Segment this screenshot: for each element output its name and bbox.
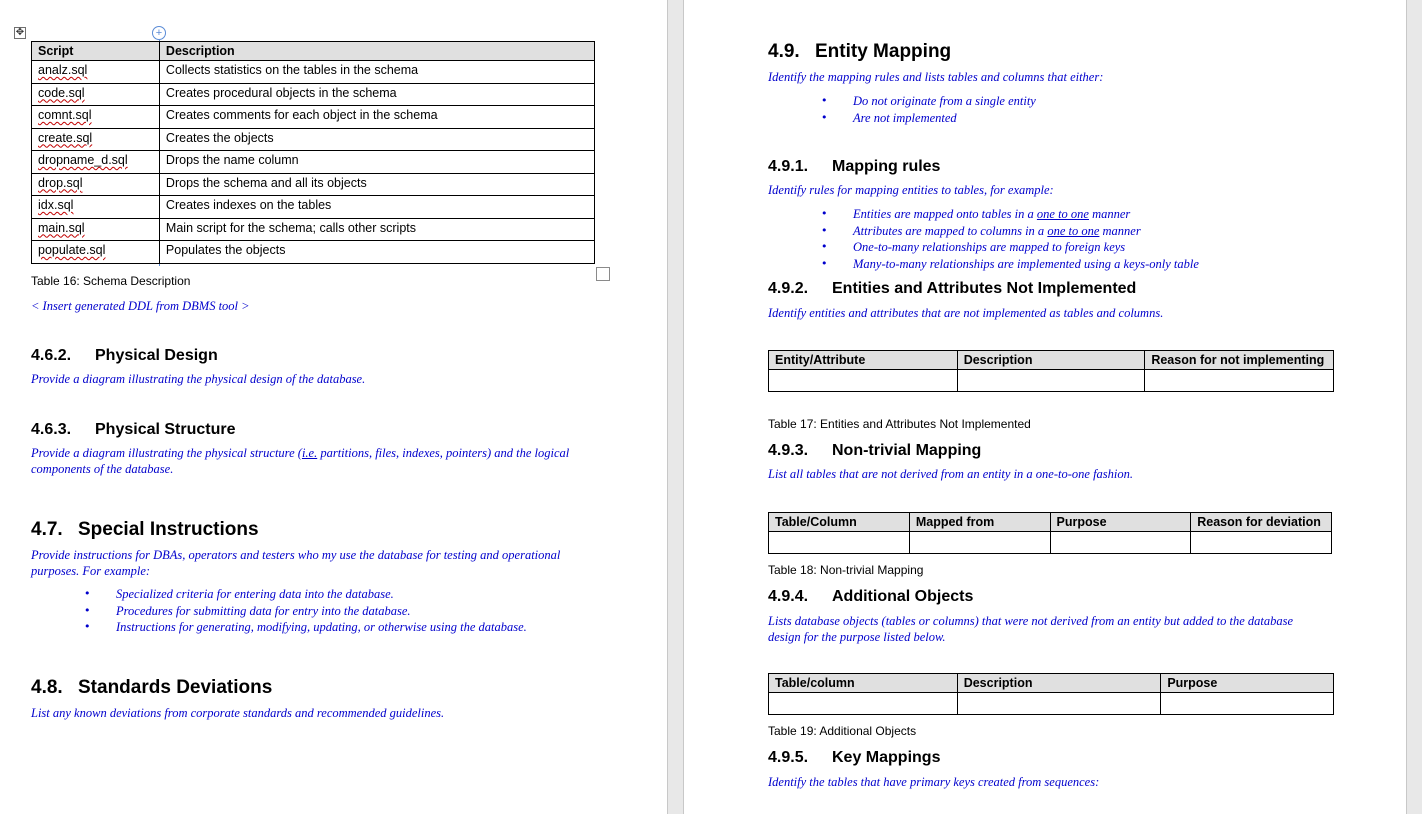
table-row <box>32 83 595 106</box>
table-caption: Table 19: Additional Objects <box>768 724 917 738</box>
bullet-icon: • <box>821 240 828 253</box>
script-description: Creates procedural objects in the schema <box>159 83 594 106</box>
section-number: 4.9. <box>768 41 800 62</box>
section-heading <box>768 280 1136 298</box>
list-item <box>821 93 1036 110</box>
bullet-list <box>821 93 1036 126</box>
list-item-text: Specialized criteria for entering data into the database. <box>116 587 394 601</box>
table-row <box>32 128 595 151</box>
additional-objects-table <box>768 673 1334 715</box>
section-title: Entity Mapping <box>815 41 952 62</box>
table-cell[interactable] <box>909 532 1050 554</box>
table-header-cell: Reason for deviation <box>1191 513 1332 532</box>
bullet-list <box>821 206 1199 272</box>
text-part: i.e. <box>301 446 318 460</box>
non-trivial-mapping-table <box>768 512 1332 554</box>
table-row <box>769 532 1332 554</box>
table-header-row <box>769 351 1334 370</box>
list-item-text: manner <box>1099 223 1141 238</box>
table-caption: Table 17: Entities and Attributes Not Implemented <box>768 417 1031 431</box>
table-row <box>32 106 595 129</box>
bullet-icon: • <box>84 603 91 617</box>
schema-description-table <box>31 41 595 264</box>
table-row <box>32 241 595 264</box>
section-number: 4.9.2. <box>768 280 809 297</box>
table-cell[interactable] <box>1145 370 1334 392</box>
instruction-text: Lists database objects (tables or columns) that were not derived from an entity but added to the database design for the purpose listed below. <box>768 614 1294 644</box>
table-cell[interactable] <box>1161 693 1334 715</box>
script-description: Creates comments for each object in the schema <box>159 106 594 129</box>
table-header-cell: Table/Column <box>769 513 910 532</box>
script-name: comnt.sql <box>38 108 92 122</box>
table-row <box>32 151 595 174</box>
section-title: Entities and Attributes Not Implemented <box>832 280 1137 297</box>
section-heading <box>768 442 981 460</box>
section-number: 4.6.3. <box>31 421 72 438</box>
list-item <box>84 603 527 620</box>
list-item-text: Many-to-many relationships are implemented using a keys-only table <box>853 256 1199 271</box>
table-row <box>32 61 595 84</box>
table-cell[interactable] <box>957 693 1161 715</box>
bullet-icon: • <box>84 587 91 600</box>
table-row <box>32 173 595 196</box>
section-number: 4.6.2. <box>31 347 72 364</box>
instruction-text: Provide instructions for DBAs, operators and testers who my use the database for testing and operational purposes. For example: <box>31 548 561 578</box>
script-name: dropname_d.sql <box>38 153 128 167</box>
table-cell[interactable] <box>769 532 910 554</box>
text-part: partitions, files, indexes, pointers) and the logical components of the database. <box>31 446 570 476</box>
section-title: Mapping rules <box>832 158 941 175</box>
list-item-text: Procedures for submitting data for entry into the database. <box>116 603 411 618</box>
section-heading <box>31 421 236 439</box>
table-header-cell: Entity/Attribute <box>769 351 958 370</box>
plus-circle-icon[interactable]: + <box>152 26 166 40</box>
section-heading <box>768 588 973 606</box>
section-heading <box>768 749 940 767</box>
instruction-text: List any known deviations from corporate standards and recommended guidelines. <box>31 706 445 720</box>
bullet-icon: • <box>84 620 91 633</box>
list-item <box>821 256 1199 273</box>
list-item-text: one to one <box>1047 223 1100 238</box>
table-cell[interactable] <box>769 693 958 715</box>
table-header-cell: Purpose <box>1050 513 1191 532</box>
table-cell[interactable] <box>957 370 1145 392</box>
script-name: drop.sql <box>38 175 83 190</box>
document-page-right <box>684 0 1406 814</box>
table-row <box>32 218 595 241</box>
list-item-text: Do not originate from a single entity <box>853 94 1036 108</box>
script-description: Collects statistics on the tables in the schema <box>159 61 594 84</box>
list-item-text: One-to-many relationships are mapped to foreign keys <box>853 240 1126 254</box>
text-part: Provide a diagram illustrating the physical structure ( <box>31 446 302 460</box>
table-cell[interactable] <box>1050 532 1191 554</box>
table-cell[interactable] <box>1191 532 1332 554</box>
instruction-text: List all tables that are not derived from an entity in a one-to-one fashion. <box>768 467 1134 481</box>
list-item <box>821 223 1199 240</box>
list-item <box>84 586 527 603</box>
list-item <box>821 206 1199 223</box>
instruction-text: Identify rules for mapping entities to tables, for example: <box>768 183 1054 197</box>
table-header-cell: Description <box>159 42 594 61</box>
table-header-row <box>769 674 1334 693</box>
table-header-cell: Reason for not implementing <box>1145 351 1334 370</box>
section-title: Physical Structure <box>95 421 236 438</box>
table-row <box>769 693 1334 715</box>
section-title: Key Mappings <box>832 749 941 766</box>
resize-handle-icon[interactable] <box>596 267 610 281</box>
instruction-text: Identify entities and attributes that are not implemented as tables and columns. <box>768 306 1164 320</box>
list-item-text: Are not implemented <box>853 110 957 125</box>
section-title: Additional Objects <box>832 588 974 605</box>
section-title: Standards Deviations <box>78 677 273 698</box>
right-scroll-area[interactable] <box>1406 0 1422 814</box>
table-header-cell: Description <box>957 674 1161 693</box>
section-number: 4.9.4. <box>768 588 809 605</box>
script-name: main.sql <box>38 220 85 235</box>
script-description: Creates indexes on the tables <box>159 196 594 219</box>
script-name: analz.sql <box>38 63 88 77</box>
instruction-text: Identify the mapping rules and lists tables and columns that either: <box>768 70 1104 84</box>
script-description: Main script for the schema; calls other scripts <box>159 218 594 241</box>
section-heading <box>768 41 951 63</box>
entities-not-implemented-table <box>768 350 1334 392</box>
bullet-icon: • <box>821 94 828 107</box>
table-header-row <box>769 513 1332 532</box>
section-number: 4.9.3. <box>768 442 809 459</box>
list-item <box>821 239 1199 256</box>
section-number: 4.9.5. <box>768 749 809 766</box>
section-heading <box>768 158 940 176</box>
table-row <box>32 196 595 219</box>
section-number: 4.9.1. <box>768 158 809 175</box>
list-item <box>821 110 1036 127</box>
section-title: Special Instructions <box>78 519 259 540</box>
list-item-text: manner <box>1088 207 1131 221</box>
bullet-icon: • <box>821 110 828 124</box>
section-heading <box>31 677 272 699</box>
table-caption: Table 18: Non-trivial Mapping <box>768 563 924 577</box>
script-description: Populates the objects <box>159 241 594 264</box>
section-title: Non-trivial Mapping <box>832 442 982 459</box>
script-description: Drops the name column <box>159 151 594 174</box>
script-description: Creates the objects <box>159 128 594 151</box>
table-header-cell: Table/column <box>769 674 958 693</box>
table-cell[interactable] <box>769 370 958 392</box>
section-heading <box>31 519 259 541</box>
bullet-list <box>84 586 527 636</box>
table-header-cell: Mapped from <box>909 513 1050 532</box>
instruction-text: Identify the tables that have primary keys created from sequences: <box>768 775 1100 789</box>
bullet-icon: • <box>821 223 828 237</box>
list-item <box>84 619 527 636</box>
table-header-cell: Description <box>957 351 1145 370</box>
instruction-text: Provide a diagram illustrating the physical design of the database. <box>31 372 366 386</box>
bullet-icon: • <box>821 256 828 270</box>
section-title: Physical Design <box>95 347 218 364</box>
script-name: populate.sql <box>38 243 106 257</box>
script-name: create.sql <box>38 130 93 145</box>
section-number: 4.7. <box>31 519 63 540</box>
list-item-text: Attributes are mapped to columns in a <box>853 223 1048 238</box>
document-page-left <box>0 0 667 814</box>
script-description: Drops the schema and all its objects <box>159 173 594 196</box>
table-header-cell: Purpose <box>1161 674 1334 693</box>
table-header-row <box>32 42 595 61</box>
list-item-text: one to one <box>1036 207 1089 221</box>
list-item-text: Instructions for generating, modifying, updating, or otherwise using the database. <box>116 620 527 634</box>
table-caption: Table 16: Schema Description <box>31 274 191 288</box>
section-heading <box>31 347 218 365</box>
table-header-cell: Script <box>32 42 160 61</box>
bullet-icon: • <box>821 207 828 220</box>
table-row <box>769 370 1334 392</box>
script-name: code.sql <box>38 85 85 100</box>
move-handle-icon[interactable]: ✥ <box>15 27 25 38</box>
instruction-text <box>31 446 591 477</box>
page-gutter <box>667 0 684 814</box>
script-name: idx.sql <box>38 198 74 212</box>
list-item-text: Entities are mapped onto tables in a <box>853 207 1037 221</box>
instruction-text: < Insert generated DDL from DBMS tool > <box>31 299 250 313</box>
section-number: 4.8. <box>31 677 63 698</box>
